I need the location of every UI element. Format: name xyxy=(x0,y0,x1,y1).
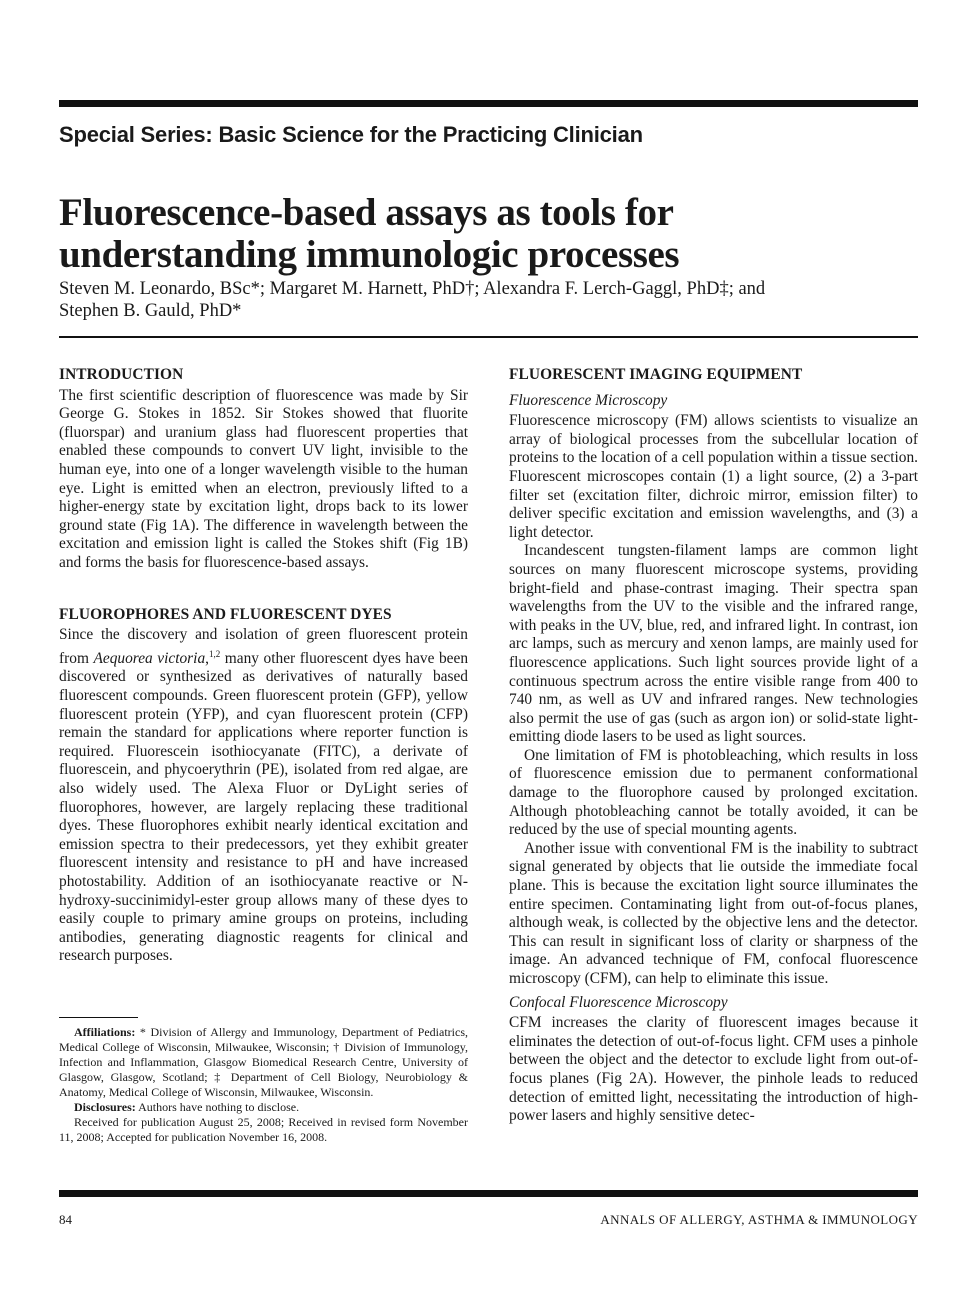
fm-paragraph-1: Fluorescence microscopy (FM) allows scientists to visualize an array of biological processes from the subcellular location of proteins to the location of a cell population within a tissue section. Fluorescent microscopes contain (1) a light source, (2) a 3-part filter set (excitation filter, dichroic mirror, emission filter) to deliver specific excitation and emission wavelengths, and (3) a light detector. xyxy=(509,412,918,541)
affiliations-label: Affiliations: xyxy=(74,1025,136,1039)
title-line-2: understanding immunologic processes xyxy=(59,233,680,276)
fluorophores-text-b: many other fluorescent dyes have been discovered or synthesized as derivatives of naturally based fluorescent compounds. Green fluorescent protein (GFP), yellow fluorescent protein (YFP), and cyan fluorescent protein (CFP) remain the standard for applications where reporter function is required. Fluorescein isothiocyanate (FITC), a derivate of fluorescein, and phycoerythrin (PE), isolated from red algae, are also widely used. The Alexa Fluor or DyLight series of fluorophores, however, are largely replacing these traditional dyes. These fluorophores exhibit nearly identical excitation and emission spectra to their predecessors, yet they exhibit greater fluorescent intensity and resistance to pH and have increased photostability. Addition of an isothiocyanate reactive or N-hydroxy-succinimidyl-ester group allows many of these dyes to easily couple to primary amine groups on proteins, including antibodies, generating diagnostic reagents for clinical and research purposes. xyxy=(59,649,469,965)
cfm-paragraph-1: CFM increases the clarity of fluorescent images because it eliminates the detection of out-of-focus light. CFM uses a pinhole between the object and the detector to exclude light from out-of-focus planes (Fig 2A). However, the pinhole leads to reduced detection of emitted light, necessitating the introduction of high-power lasers and highly sensitive detec- xyxy=(509,1014,918,1125)
authors-line-1: Steven M. Leonardo, BSc*; Margaret M. Harnett, PhD†; Alexandra F. Lerch-Gaggl, PhD‡; and xyxy=(59,279,766,299)
footnotes xyxy=(59,1017,468,1145)
fm-subheading: Fluorescence Microscopy xyxy=(509,391,668,409)
title-line-1: Fluorescence-based assays as tools for xyxy=(59,191,674,234)
introduction-heading: INTRODUCTION xyxy=(59,366,184,383)
cfm-subheading: Confocal Fluorescence Microscopy xyxy=(509,993,728,1011)
header-divider xyxy=(59,336,918,338)
footnote-rule xyxy=(59,1017,138,1018)
affiliations-note xyxy=(59,1025,468,1100)
introduction-paragraph: The first scientific description of fluorescence was made by Sir George G. Stokes in 1852. Sir Stokes showed that fluorite (fluorspar) and uranium glass had fluorescent properties that enabled these compounds to convert UV light, invisible to the human eye, into one of a longer wavelength visible to the human eye. Light is emitted when an electron, previously lifted to a higher-energy state by excitation light, drops back to its lower ground state (Fig 1A). The difference in wavelength between the excitation and emission light is called the Stokes shift (Fig 1B) and forms the basis for fluorescence-based assays. xyxy=(59,386,468,571)
species-name: Aequorea victoria xyxy=(93,649,206,667)
affiliations-text: * Division of Allergy and Immunology, Department of Pediatrics, Medical College of Wisconsin, Milwaukee, Wisconsin; † Division of Immunology, Infection and Inflammation, Glasgow Biomedical Research Centre, University of Glasgow, Glasgow, Scotland; ‡ Department of Cell Biology, Neurobiology & Anatomy, Medical College of Wisconsin, Milwaukee, Wisconsin. xyxy=(59,1025,468,1099)
fluorophores-text-a: Since the discovery and isolation of green fluorescent protein from xyxy=(59,626,468,667)
page-number: 84 xyxy=(59,1212,72,1227)
fm-paragraph-3: One limitation of FM is photobleaching, which results in loss of fluorescence emission due to permanent conformational damage to the fluorophore caused by prolonged excitation. Although photobleaching cannot be totally avoided, it can be reduced by the use of special mounting agents. xyxy=(509,746,918,839)
disclosures-text: Authors have nothing to disclose. xyxy=(135,1100,300,1114)
right-column xyxy=(509,366,918,1126)
fluorophores-heading: FLUOROPHORES AND FLUORESCENT DYES xyxy=(59,605,392,623)
left-column xyxy=(59,366,468,966)
top-rule xyxy=(59,100,918,107)
citation-ref: 1,2 xyxy=(209,648,221,659)
received-note: Received for publication August 25, 2008; Received in revised form November 11, 2008; Accepted for publication November 16, 2008. xyxy=(59,1115,468,1144)
fluorophores-paragraph: Since the discovery and isolation of green fluorescent protein from Aequorea victoria,$^{1,2}$ many other fluorescent dyes have been discovered or synthesized as derivatives of naturally based fluorescent compounds. Green fluorescent protein (GFP), yellow fluorescent protein (YFP), and cyan fluorescent protein (CFP) remain the standard for applications where reporter function is required. Fluorescein isothiocyanate (FITC), a derivate of fluorescein, and phycoerythrin (PE), isolated from red algae, are also widely used. The Alexa Fluor or DyLight series of fluorophores, however, are largely replacing these traditional dyes. These fluorophores exhibit nearly identical excitation and emission spectra to their predecessors, yet they exhibit greater fluorescent intensity and resistance to pH and have increased photostability. Addition of an isothiocyanate reactive or N-hydroxy-succinimidyl-ester group allows many of these dyes to easily couple to primary amine groups on proteins, including antibodies, generating diagnostic reagents for clinical and research purposes. xyxy=(59,626,469,965)
fm-paragraph-2: Incandescent tungsten-filament lamps are common light sources on many fluorescent microscope systems, providing bright-field and phase-contrast imaging. Their spectra span wavelengths from the UV to the visible and the infrared range, with peaks in the UV, blue, red, and infrared light. In contrast, ion arc lamps, such as mercury and xenon lamps, are mainly used for fluorescence applications. Such light sources provide light of a continuous spectrum across the entire visible range from 400 to 740 nm, as well as UV and infrared ranges. New technologies also permit the use of gas (such as argon ion) or solid-state light-emitting diode lasers to be used as light sources. xyxy=(509,542,918,746)
disclosures-note xyxy=(59,1100,468,1115)
bottom-rule xyxy=(59,1190,918,1197)
article-title xyxy=(59,192,919,276)
fm-paragraph-4: Another issue with conventional FM is the inability to subtract signal generated by objects that lie outside the immediate focal plane. This is because the excitation light source illuminates the entire specimen. Contaminating light from out-of-focus planes, although weak, is collected by the objective lens and the detector. This can result in significant loss of clarity or sharpness of the image. An advanced technique of FM, confocal fluorescence microscopy (CFM), can help to eliminate this issue. xyxy=(509,839,918,987)
series-heading: Special Series: Basic Science for the Practicing Clinician xyxy=(59,122,643,147)
journal-name: ANNALS OF ALLERGY, ASTHMA & IMMUNOLOGY xyxy=(600,1212,918,1227)
disclosures-label: Disclosures: xyxy=(74,1100,136,1114)
equipment-heading: FLUORESCENT IMAGING EQUIPMENT xyxy=(509,366,803,383)
authors-line-2: Stephen B. Gauld, PhD* xyxy=(59,301,242,321)
author-list xyxy=(59,278,919,322)
